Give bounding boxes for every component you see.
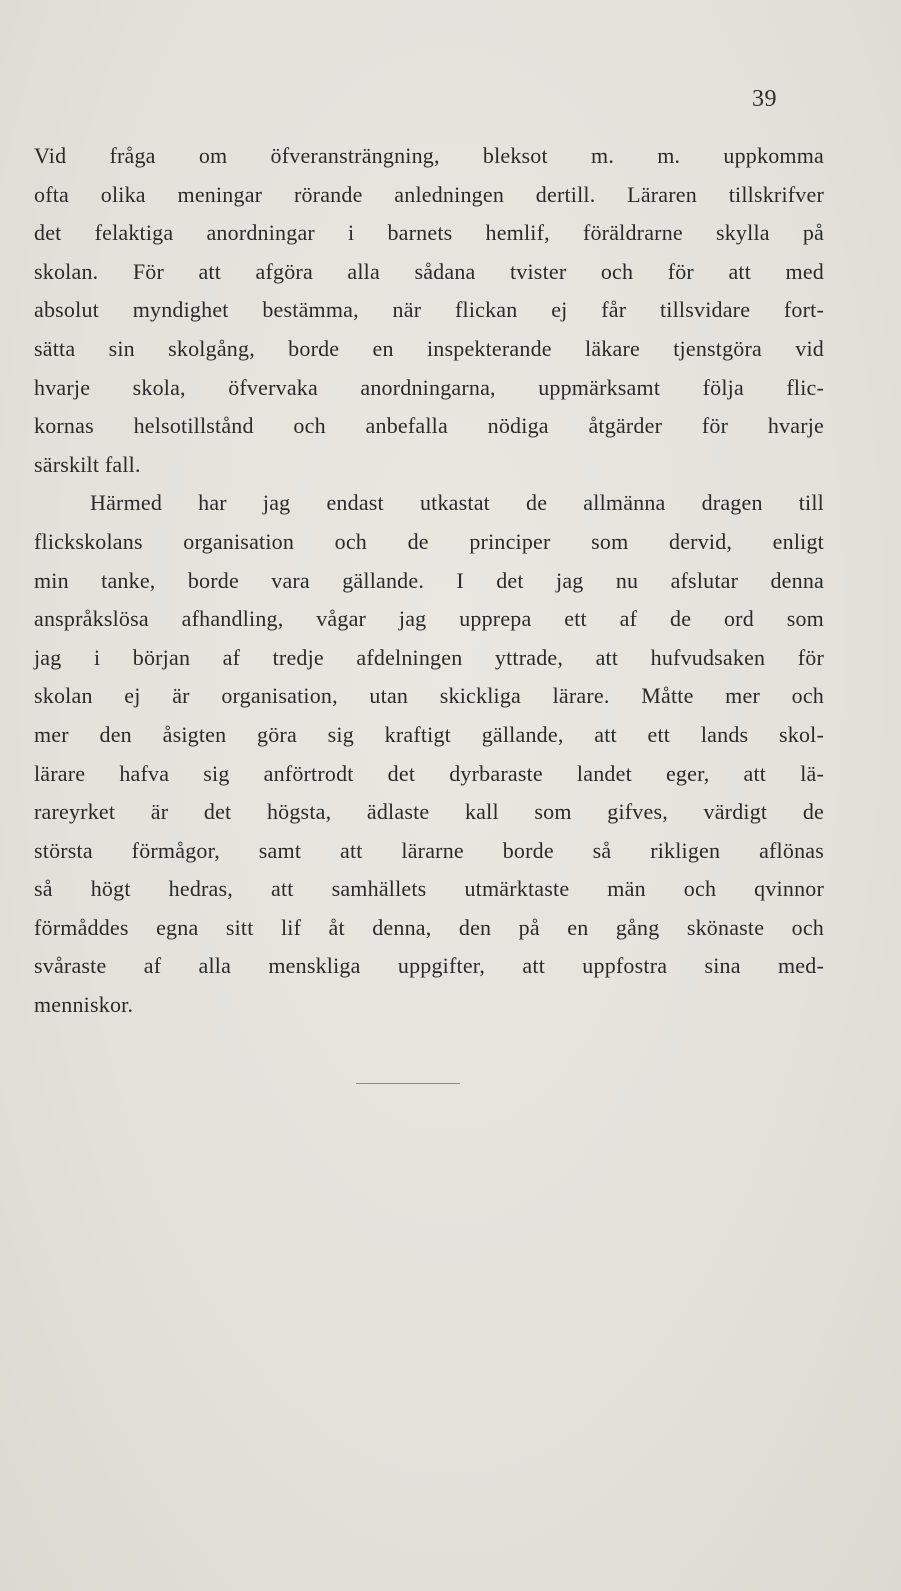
text-line: skolan ej är organisation, utan skickliga lärare. Måtte mer och: [34, 683, 824, 709]
text-line: ofta olika meningar rörande anledningen dertill. Läraren tillskrifver: [34, 181, 824, 207]
text-line: absolut myndighet bestämma, när flickan ej får tillsvidare fort-: [34, 297, 824, 323]
text-line: största förmågor, samt att lärarne borde så rikligen aflönas: [34, 837, 824, 863]
text-line: särskilt fall.: [34, 451, 141, 477]
body-text: [34, 137, 824, 1025]
text-line: rareyrket är det högsta, ädlaste kall som gifves, värdigt de: [34, 799, 824, 825]
text-line: menniskor.: [34, 992, 134, 1018]
page-number: 39: [752, 86, 777, 112]
text-line: det felaktiga anordningar i barnets hemlif, föräldrarne skylla på: [34, 220, 824, 246]
text-line: Vid fråga om öfveransträngning, bleksot m. m. uppkomma: [34, 143, 824, 168]
text-line: anspråkslösa afhandling, vågar jag upprepa ett af de ord som: [34, 606, 824, 632]
text-line: Härmed har jag endast utkastat de allmänna dragen till: [90, 490, 824, 516]
text-line: så högt hedras, att samhällets utmärktaste män och qvinnor: [34, 876, 824, 902]
text-line: jag i början af tredje afdelningen yttrade, att hufvudsaken för: [34, 644, 824, 670]
text-line: kornas helsotillstånd och anbefalla nödiga åtgärder för hvarje: [34, 413, 824, 439]
text-line: flickskolans organisation och de principer som dervid, enligt: [34, 528, 824, 554]
text-line: mer den åsigten göra sig kraftigt gällande, att ett lands skol-: [34, 721, 824, 747]
text-line: svåraste af alla menskliga uppgifter, att uppfostra sina med-: [34, 953, 824, 979]
text-line: förmåddes egna sitt lif åt denna, den på en gång skönaste och: [34, 914, 824, 940]
text-line: skolan. För att afgöra alla sådana tvister och för att med: [34, 258, 824, 284]
text-line: hvarje skola, öfvervaka anordningarna, uppmärksamt följa flic-: [34, 374, 824, 400]
end-rule: [356, 1083, 460, 1084]
text-line: sätta sin skolgång, borde en inspekterande läkare tjenstgöra vid: [34, 335, 824, 361]
text-line: lärare hafva sig anförtrodt det dyrbaraste landet eger, att lä-: [34, 760, 824, 786]
text-line: min tanke, borde vara gällande. I det jag nu afslutar denna: [34, 567, 824, 593]
